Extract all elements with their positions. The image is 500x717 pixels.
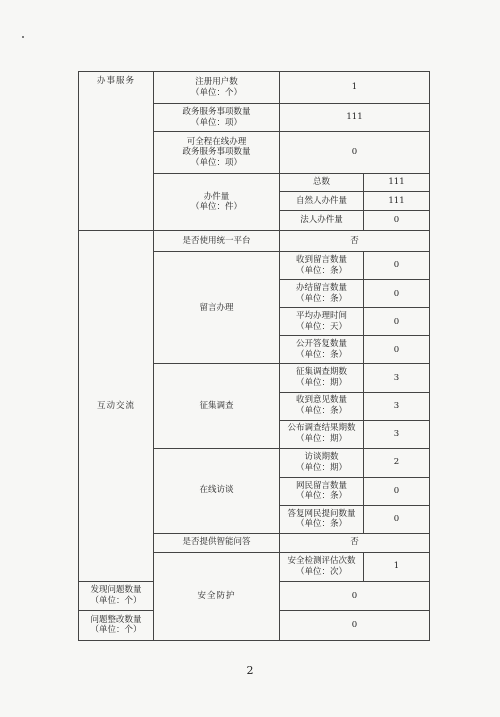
page-number: 2 <box>246 664 254 677</box>
security-checks-value: 1 <box>364 552 430 581</box>
online-items-value: 0 <box>280 132 430 174</box>
opinions-label: 收到意见数量 （单位：条） <box>280 392 364 420</box>
survey-results-value: 3 <box>364 420 430 448</box>
table-row <box>79 72 430 104</box>
survey-results-label: 公布调查结果期数 （单位：期） <box>280 420 364 448</box>
public-reply-label: 公开答复数量 （单位：条） <box>280 336 364 364</box>
online-items-label: 可全程在线办理 政务服务事项数量 （单位：项） <box>154 132 280 174</box>
statistics-table <box>78 71 430 641</box>
survey-periods-label: 征集调查期数 （单位：期） <box>280 364 364 392</box>
smart-qa-value: 否 <box>280 533 430 552</box>
done-label: 办结留言数量 （单位：条） <box>280 280 364 308</box>
interview-periods-label: 访谈期数 （单位：期） <box>280 448 364 477</box>
netizen-messages-value: 0 <box>364 477 430 505</box>
received-label: 收到留言数量 （单位：条） <box>280 252 364 280</box>
fangtan-label: 在线访谈 <box>154 448 280 533</box>
scan-speck <box>22 36 24 38</box>
gov-items-value: 111 <box>280 104 430 132</box>
cases-person-value: 111 <box>364 192 430 211</box>
done-value: 0 <box>364 280 430 308</box>
opinions-value: 3 <box>364 392 430 420</box>
interview-periods-value: 2 <box>364 448 430 477</box>
cases-corp-label: 法人办件量 <box>280 211 364 231</box>
answers-label: 答复网民提问数量 （单位：条） <box>280 505 364 533</box>
unified-platform-value: 否 <box>280 231 430 252</box>
issues-found-label: 发现问题数量 （单位：个） <box>79 581 154 610</box>
answers-value: 0 <box>364 505 430 533</box>
zhengji-label: 征集调查 <box>154 364 280 448</box>
cases-label: 办件量 （单位：件） <box>154 174 280 231</box>
section-label-hudong: 互动交流 <box>79 231 154 582</box>
cases-total-label: 总数 <box>280 174 364 192</box>
avg-time-value: 0 <box>364 308 430 336</box>
security-checks-label: 安全检测评估次数 （单位：次） <box>280 552 364 581</box>
gov-items-label: 政务服务事项数量 （单位：项） <box>154 104 280 132</box>
cases-total-value: 111 <box>364 174 430 192</box>
section-label-banshi: 办事服务 <box>79 72 154 231</box>
reg-users-value: 1 <box>280 72 430 104</box>
issues-found-value: 0 <box>280 581 430 610</box>
table-row <box>79 231 430 252</box>
smart-qa-label: 是否提供智能问答 <box>154 533 280 552</box>
issues-fixed-label: 问题整改数量 （单位：个） <box>79 610 154 640</box>
unified-platform-label: 是否使用统一平台 <box>154 231 280 252</box>
avg-time-label: 平均办理时间 （单位：天） <box>280 308 364 336</box>
reg-users-label: 注册用户数 （单位：个） <box>154 72 280 104</box>
netizen-messages-label: 网民留言数量 （单位：条） <box>280 477 364 505</box>
cases-corp-value: 0 <box>364 211 430 231</box>
survey-periods-value: 3 <box>364 364 430 392</box>
section-label-anquan: 安全防护 <box>154 552 280 640</box>
liuyan-label: 留言办理 <box>154 252 280 364</box>
issues-fixed-value: 0 <box>280 610 430 640</box>
cases-person-label: 自然人办件量 <box>280 192 364 211</box>
received-value: 0 <box>364 252 430 280</box>
public-reply-value: 0 <box>364 336 430 364</box>
